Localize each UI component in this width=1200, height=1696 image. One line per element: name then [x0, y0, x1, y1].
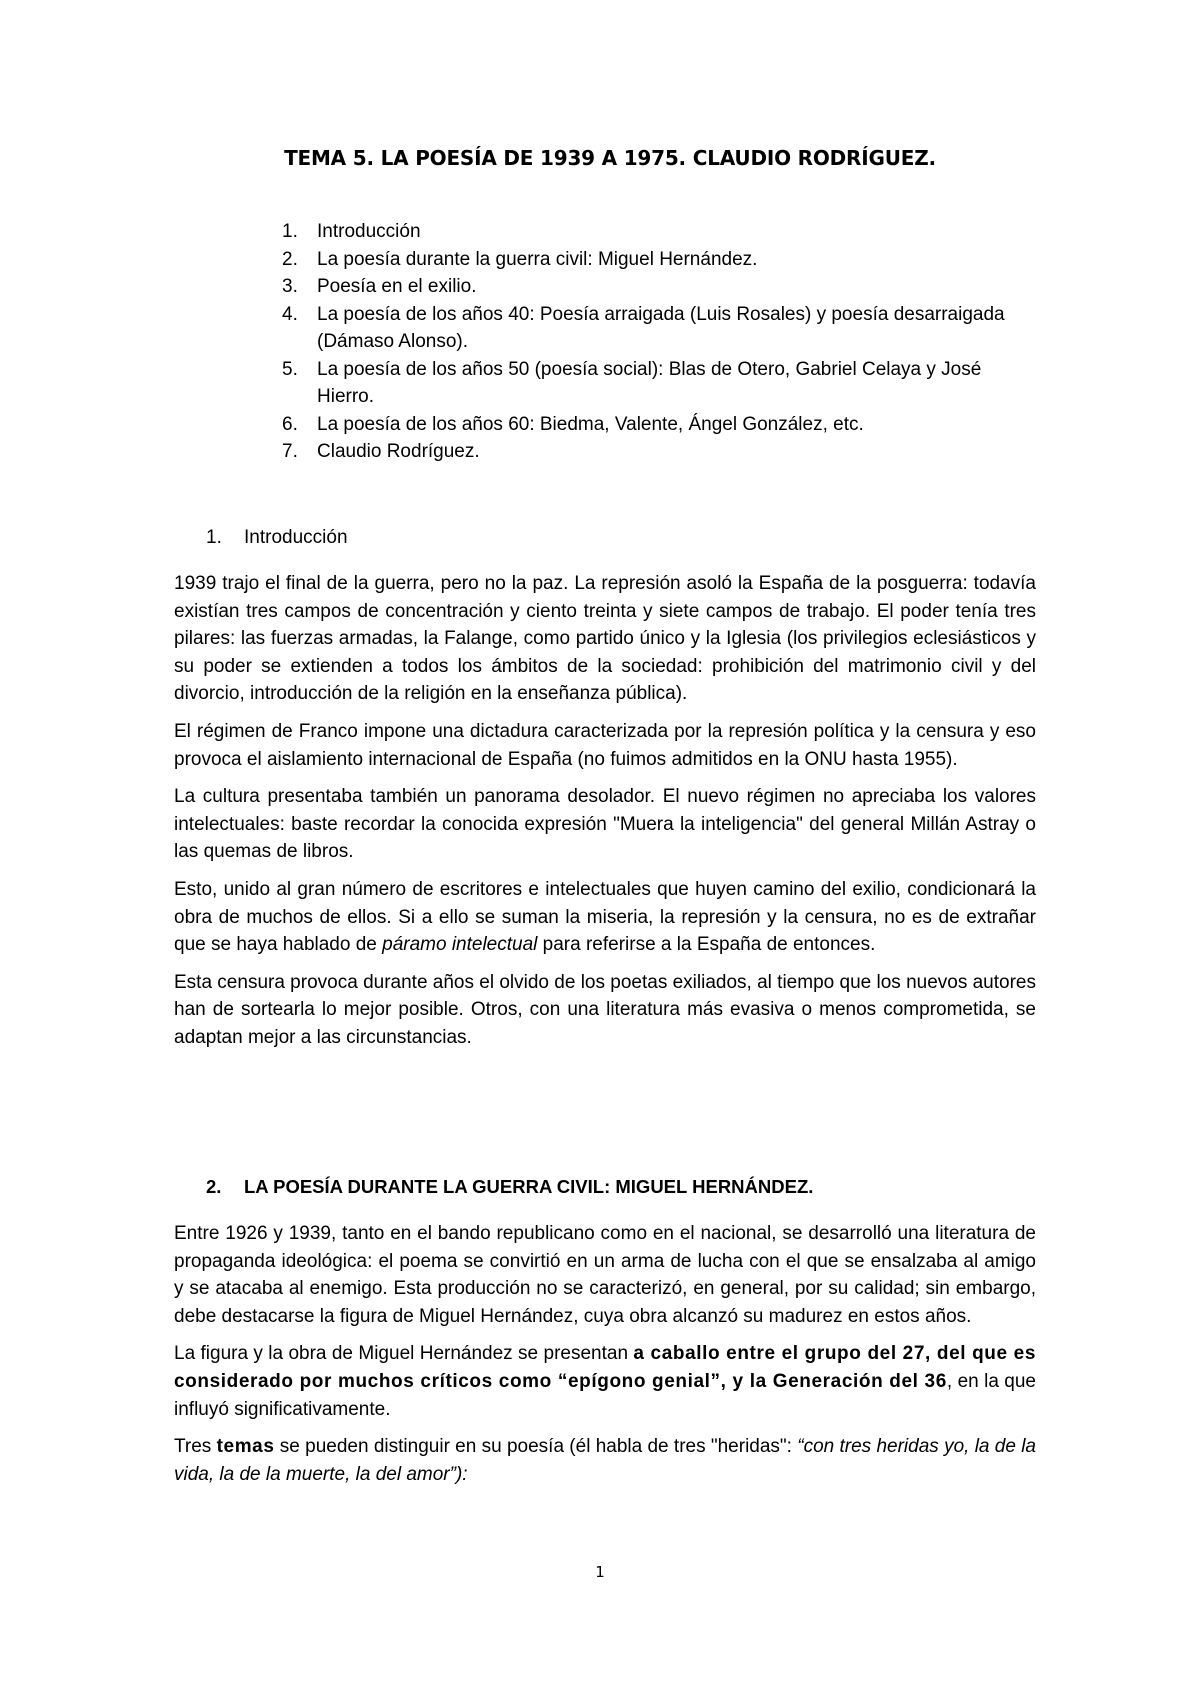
paragraph: Tres temas se pueden distinguir en su poesía (él habla de tres "heridas": “con tres heridas yo, la de la vida, la de la muerte, la del amor”):	[174, 1436, 1036, 1485]
toc-item: 6. La poesía de los años 60: Biedma, Valente, Ángel González, etc.	[282, 413, 864, 435]
paragraph: El régimen de Franco impone una dictadura caracterizada por la represión política y la censura y eso provoca el aislamiento internacional de España (no fuimos admitidos en la ONU hasta 1955).	[174, 720, 1036, 770]
emphasis: páramo intelectual	[382, 934, 538, 956]
page-number: 1	[595, 1563, 605, 1581]
table-of-contents	[272, 218, 1032, 466]
bold-emphasis: a caballo entre el grupo del 27, del que es considerado por muchos críticos como “epígono genial”, y la Generación del 36	[174, 1343, 1036, 1392]
paragraph: 1939 trajo el final de la guerra, pero no la paz. La represión asoló la España de la posguerra: todavía existían tres campos de concentración y ciento treinta y siete campos de trabajo. El poder tenía tres pilares: las fuerzas armadas, la Falange, como partido único y la Iglesia (los privilegios eclesiásticos y su poder se extienden a todos los ámbitos de la sociedad: prohibición del matrimonio civil y del divorcio, introducción de la religión en la enseñanza pública).	[174, 573, 1036, 705]
section-1-heading: 1. Introducción	[206, 527, 348, 548]
section-2-body	[174, 1220, 1036, 1498]
paragraph: La cultura presentaba también un panorama desolador. El nuevo régimen no apreciaba los valores intelectuales: baste recordar la conocida expresión "Muera la inteligencia" del general Millán Astray o las quemas de libros.	[174, 786, 1036, 863]
quote: “con tres heridas yo, la de la vida, la de la muerte, la del amor”):	[174, 1436, 1036, 1485]
bold-emphasis: temas	[216, 1436, 275, 1458]
toc-item: 5. La poesía de los años 50 (poesía social): Blas de Otero, Gabriel Celaya y José Hierro.	[282, 358, 982, 407]
paragraph: Esto, unido al gran número de escritores e intelectuales que huyen camino del exilio, condicionará la obra de muchos de ellos. Si a ello se suman la miseria, la represión y la censura, no es de extrañar que se haya hablado de páramo intelectual para referirse a la España de entonces.	[174, 878, 1036, 956]
paragraph: La figura y la obra de Miguel Hernández se presentan a caballo entre el grupo del 27, del que es considerado por muchos críticos como “epígono genial”, y la Generación del 36, en la que influyó significativamente.	[174, 1343, 1036, 1420]
paragraph: Esta censura provoca durante años el olvido de los poetas exiliados, al tiempo que los nuevos autores han de sortearla lo mejor posible. Otros, con una literatura más evasiva o menos comprometida, se adaptan mejor a las circunstancias.	[174, 971, 1036, 1048]
toc-item: 2. La poesía durante la guerra civil: Miguel Hernández.	[282, 248, 758, 270]
toc-item: 7. Claudio Rodríguez.	[282, 441, 480, 462]
toc-item: 1. Introducción	[282, 221, 421, 242]
toc-item: 4. La poesía de los años 40: Poesía arraigada (Luis Rosales) y poesía desarraigada (Dámaso Alonso).	[282, 303, 1005, 352]
section-1-body	[174, 570, 1036, 1062]
section-2-heading: 2. LA POESÍA DURANTE LA GUERRA CIVIL: MIGUEL HERNÁNDEZ.	[206, 1176, 814, 1197]
paragraph: Entre 1926 y 1939, tanto en el bando republicano como en el nacional, se desarrolló una literatura de propaganda ideológica: el poema se convirtió en un arma de lucha con el que se ensalzaba al amigo y se atacaba al enemigo. Esta producción no se caracterizó, en general, por su calidad; sin embargo, debe destacarse la figura de Miguel Hernández, cuya obra alcanzó su madurez en estos años.	[174, 1223, 1036, 1327]
document-title: TEMA 5. LA POESÍA DE 1939 A 1975. CLAUDIO RODRÍGUEZ.	[284, 146, 936, 170]
toc-item: 3. Poesía en el exilio.	[282, 276, 477, 297]
